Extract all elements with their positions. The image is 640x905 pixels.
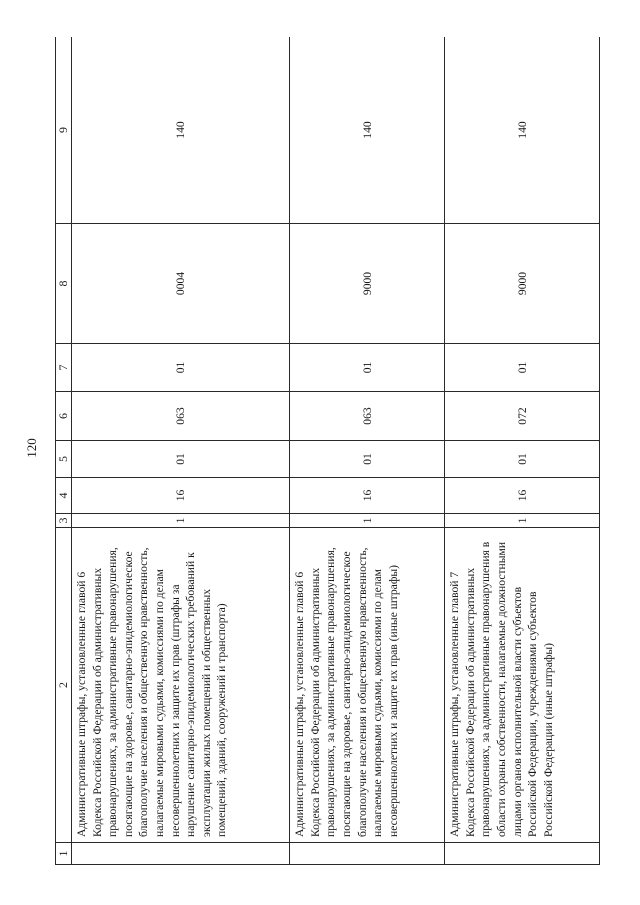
cell-col3: 1: [290, 514, 445, 528]
rotated-table-wrapper: [55, 37, 600, 865]
cell-col8: 9000: [445, 224, 600, 344]
table-row: [290, 37, 445, 865]
cell-col9: 140: [290, 37, 445, 224]
cell-col5: 01: [290, 441, 445, 478]
cell-col8: 9000: [290, 224, 445, 344]
cell-col4: 16: [445, 478, 600, 514]
cell-description: Административные штрафы, установленные главой 7 Кодекса Российской Федерации об административных правонарушениях, за административные правонарушения в области охраны собственности, налагаемые должностными лицами органов исполнительной власти субъектов Российской Федерации, учреждениями субъектов Российской Федерации (иные штрафы): [445, 528, 600, 843]
cell-col5: 01: [72, 441, 290, 478]
cell-description: Административные штрафы, установленные главой 6 Кодекса Российской Федерации об административных правонарушениях, за административные правонарушения, посягающие на здоровье, санитарно-эпидемиологическое благополучие населения и общественную нравственность, налагаемые мировыми судьями, комиссиями по делам несовершеннолетних и защите их прав (иные штрафы): [290, 528, 445, 843]
cell-col4: 16: [290, 478, 445, 514]
cell-col6: 072: [445, 392, 600, 441]
cell-col7: 01: [290, 344, 445, 392]
cell-col4: 16: [72, 478, 290, 514]
header-col-9: 9: [56, 37, 72, 224]
cell-col8: 0004: [72, 224, 290, 344]
budget-codes-table: [55, 37, 600, 865]
header-col-5: 5: [56, 441, 72, 478]
cell-col9: 140: [72, 37, 290, 224]
cell-col1: [445, 843, 600, 865]
cell-col1: [290, 843, 445, 865]
header-col-8: 8: [56, 224, 72, 344]
table-row: [445, 37, 600, 865]
header-row: [56, 37, 72, 865]
cell-col6: 063: [72, 392, 290, 441]
table-row: [72, 37, 290, 865]
header-col-3: 3: [56, 514, 72, 528]
cell-col7: 01: [445, 344, 600, 392]
page-number: 120: [24, 438, 39, 458]
table-frame: [55, 37, 600, 865]
header-col-6: 6: [56, 392, 72, 441]
header-col-7: 7: [56, 344, 72, 392]
cell-description: Административные штрафы, установленные главой 6 Кодекса Российской Федерации об административных правонарушениях, за административные правонарушения, посягающие на здоровье, санитарно-эпидемиологическое благополучие населения и общественную нравственность, налагаемые мировыми судьями, комиссиями по делам несовершеннолетних и защите их прав (штрафы за нарушение санитарно-эпидемиологических требований к эксплуатации жилых помещений и общественных помещений, зданий, сооружений и транспорта): [72, 528, 290, 843]
cell-col6: 063: [290, 392, 445, 441]
cell-col5: 01: [445, 441, 600, 478]
cell-col1: [72, 843, 290, 865]
header-col-4: 4: [56, 478, 72, 514]
header-col-2: 2: [56, 528, 72, 843]
cell-col7: 01: [72, 344, 290, 392]
cell-col9: 140: [445, 37, 600, 224]
cell-col3: 1: [445, 514, 600, 528]
header-col-1: 1: [56, 843, 72, 865]
cell-col3: 1: [72, 514, 290, 528]
